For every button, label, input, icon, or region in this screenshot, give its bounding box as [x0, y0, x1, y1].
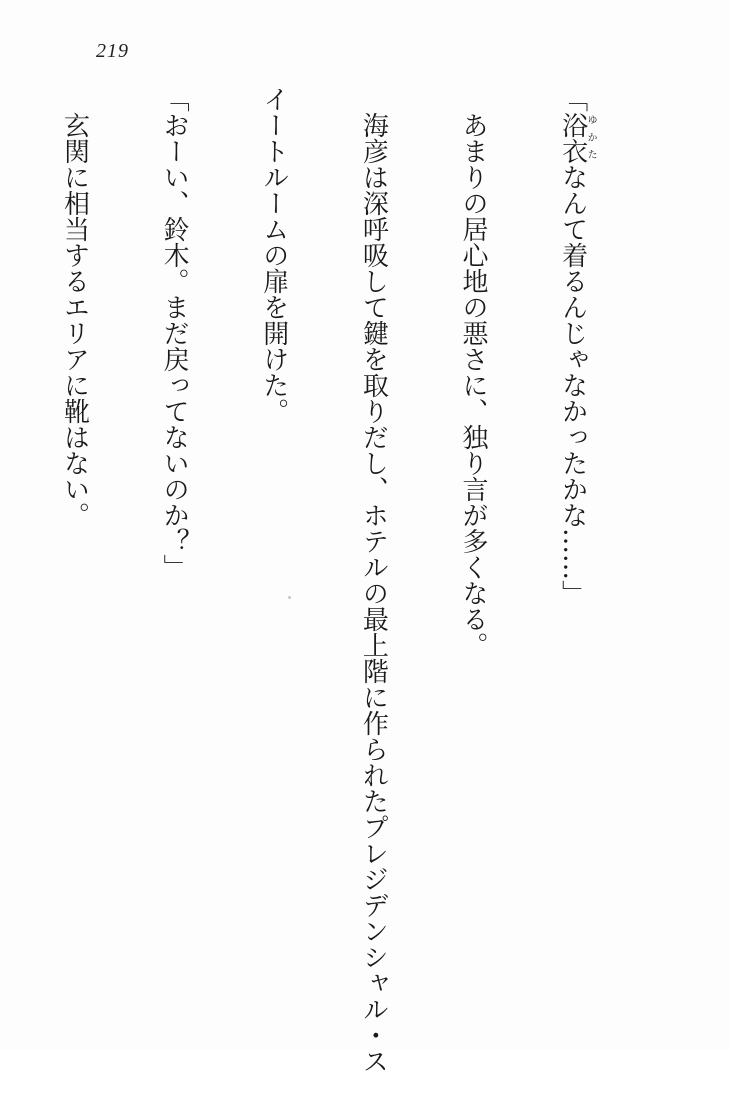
text-line: 「浴衣ゆかたなんて着るんじゃなかったかな……」 — [557, 86, 597, 606]
page-number: 219 — [96, 40, 129, 62]
text-line: 玄関に相当するエリアに靴はない。 — [59, 86, 90, 528]
text-line: 海彦は深呼吸して鍵を取りだし、ホテルの最上階に作られたプレジデンシャル・ス — [358, 86, 389, 1074]
body-text — [0, 86, 662, 1074]
ruby-reading: ゆかた — [585, 112, 597, 164]
text-line: イートルームの扉を開けた。 — [258, 86, 289, 424]
text-line: 「おーい、鈴木。まだ戻ってないのか？」 — [159, 86, 190, 580]
ruby-word: 浴衣ゆかた — [557, 112, 597, 164]
text-line: あまりの居心地の悪さに、独り言が多くなる。 — [457, 86, 488, 658]
paper-speck — [288, 596, 291, 599]
